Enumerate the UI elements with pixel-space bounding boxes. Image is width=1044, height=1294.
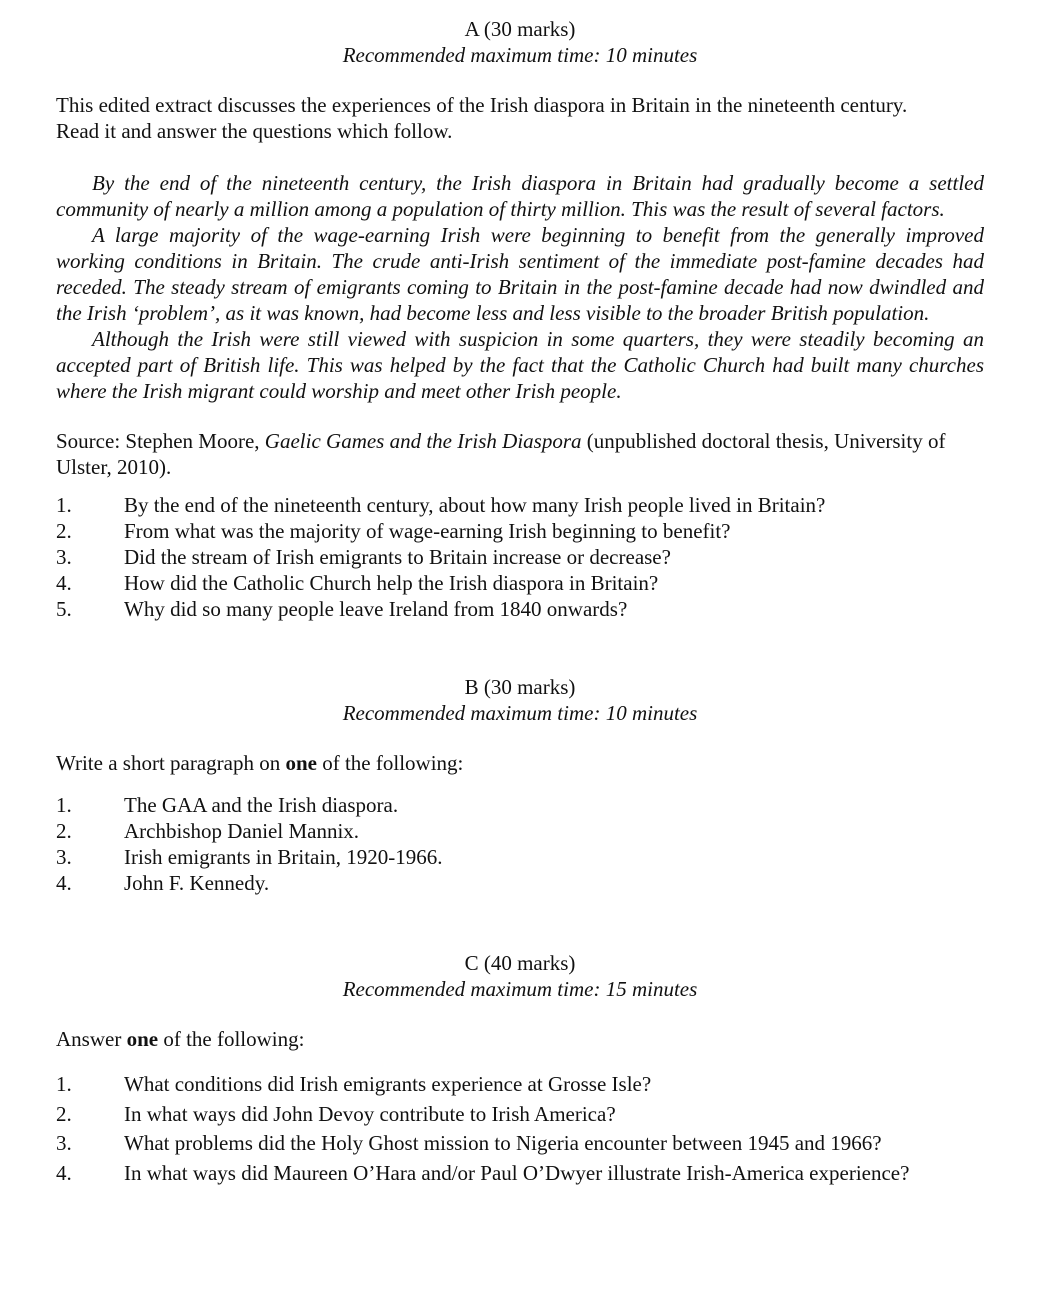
instruction-text: of the following:: [158, 1027, 305, 1051]
source-prefix: Source: Stephen Moore,: [56, 429, 265, 453]
source-suffix: (unpublished doctoral thesis, University of Ulster, 2010).: [56, 429, 946, 479]
question-item: [56, 544, 984, 570]
section-a-heading: A (30 marks): [464, 17, 576, 41]
section-c-instruction: [56, 1026, 984, 1052]
intro-line-1: This edited extract discusses the experiences of the Irish diaspora in Britain in the nineteenth century.: [56, 93, 908, 117]
item-text: John F. Kennedy.: [124, 871, 270, 895]
item-number: 1.: [56, 793, 72, 817]
exam-page: [56, 16, 984, 1188]
item-text: In what ways did John Devoy contribute to Irish America?: [124, 1101, 616, 1126]
item-text: What conditions did Irish emigrants experience at Grosse Isle?: [124, 1072, 652, 1096]
item-number: 4.: [56, 1160, 72, 1185]
section-c-items: [56, 1070, 984, 1188]
question-item: [56, 492, 984, 518]
section-b-heading: B (30 marks): [464, 675, 576, 699]
question-text: How did the Catholic Church help the Irish diaspora in Britain?: [124, 571, 659, 595]
section-b-header: [56, 674, 984, 726]
section-c: [56, 950, 984, 1188]
source-title: Gaelic Games and the Irish Diaspora: [264, 429, 582, 453]
section-c-header: [56, 950, 984, 1002]
item-text: The GAA and the Irish diaspora.: [124, 793, 399, 817]
list-item: [56, 844, 984, 870]
section-b-items: [56, 792, 984, 896]
item-text: Archbishop Daniel Mannix.: [124, 819, 360, 843]
section-b-instruction: [56, 750, 984, 776]
section-c-time: Recommended maximum time: 15 minutes: [342, 977, 698, 1001]
item-number: 2.: [56, 1101, 72, 1126]
extract-paragraph: By the end of the nineteenth century, the Irish diaspora in Britain had gradually become a settled community of nearly a million among a population of thirty million. This was the result of several factors.: [56, 171, 984, 221]
item-text: What problems did the Holy Ghost mission to Nigeria encounter between 1945 and 1966?: [124, 1131, 882, 1155]
instruction-text: Write a short paragraph on: [56, 751, 286, 775]
section-a-intro: [56, 92, 984, 144]
source-citation: [56, 428, 984, 480]
list-item: [56, 1159, 984, 1189]
question-number: 2.: [56, 519, 72, 543]
item-number: 2.: [56, 819, 72, 843]
question-text: By the end of the nineteenth century, about how many Irish people lived in Britain?: [124, 493, 826, 517]
item-text: Irish emigrants in Britain, 1920-1966.: [124, 845, 443, 869]
list-item: [56, 870, 984, 896]
instruction-emphasis: one: [285, 751, 317, 775]
section-a-questions: [56, 492, 984, 622]
question-number: 5.: [56, 597, 72, 621]
list-item: [56, 792, 984, 818]
question-text: Why did so many people leave Ireland from 1840 onwards?: [124, 597, 628, 621]
question-text: From what was the majority of wage-earning Irish beginning to benefit?: [124, 519, 731, 543]
section-a-time: Recommended maximum time: 10 minutes: [342, 43, 698, 67]
list-item: [56, 818, 984, 844]
question-number: 1.: [56, 493, 72, 517]
list-item: [56, 1129, 984, 1159]
list-item: [56, 1100, 984, 1130]
instruction-text: of the following:: [316, 751, 464, 775]
list-item: [56, 1070, 984, 1100]
item-number: 3.: [56, 1131, 72, 1155]
section-a: [56, 16, 984, 622]
question-number: 4.: [56, 571, 72, 595]
extract-paragraph: Although the Irish were still viewed with suspicion in some quarters, they were steadily becoming an accepted part of British life. This was helped by the fact that the Catholic Church had built many churches where the Irish migrant could worship and meet other Irish people.: [56, 327, 984, 403]
question-text: Did the stream of Irish emigrants to Britain increase or decrease?: [124, 545, 671, 569]
instruction-emphasis: one: [126, 1027, 159, 1051]
question-item: [56, 518, 984, 544]
question-item: [56, 570, 984, 596]
question-item: [56, 596, 984, 622]
extract: [56, 170, 984, 404]
section-c-heading: C (40 marks): [464, 951, 576, 975]
intro-line-2: Read it and answer the questions which follow.: [56, 119, 453, 143]
instruction-text: Answer: [56, 1027, 127, 1051]
extract-paragraph: A large majority of the wage-earning Irish were beginning to benefit from the generally improved working conditions in Britain. The crude anti-Irish sentiment of the immediate post-famine decades had receded. The steady stream of emigrants coming to Britain in the post-famine decade had now dwindled and the Irish ‘problem’, as it was known, had become less and less visible to the broader British population.: [56, 223, 984, 325]
item-number: 3.: [56, 845, 72, 869]
item-number: 1.: [56, 1072, 72, 1096]
item-text: In what ways did Maureen O’Hara and/or Paul O’Dwyer illustrate Irish-America experience?: [124, 1160, 910, 1185]
section-b: [56, 674, 984, 896]
question-number: 3.: [56, 545, 72, 569]
section-b-time: Recommended maximum time: 10 minutes: [342, 701, 698, 725]
item-number: 4.: [56, 871, 72, 895]
section-a-header: [56, 16, 984, 68]
